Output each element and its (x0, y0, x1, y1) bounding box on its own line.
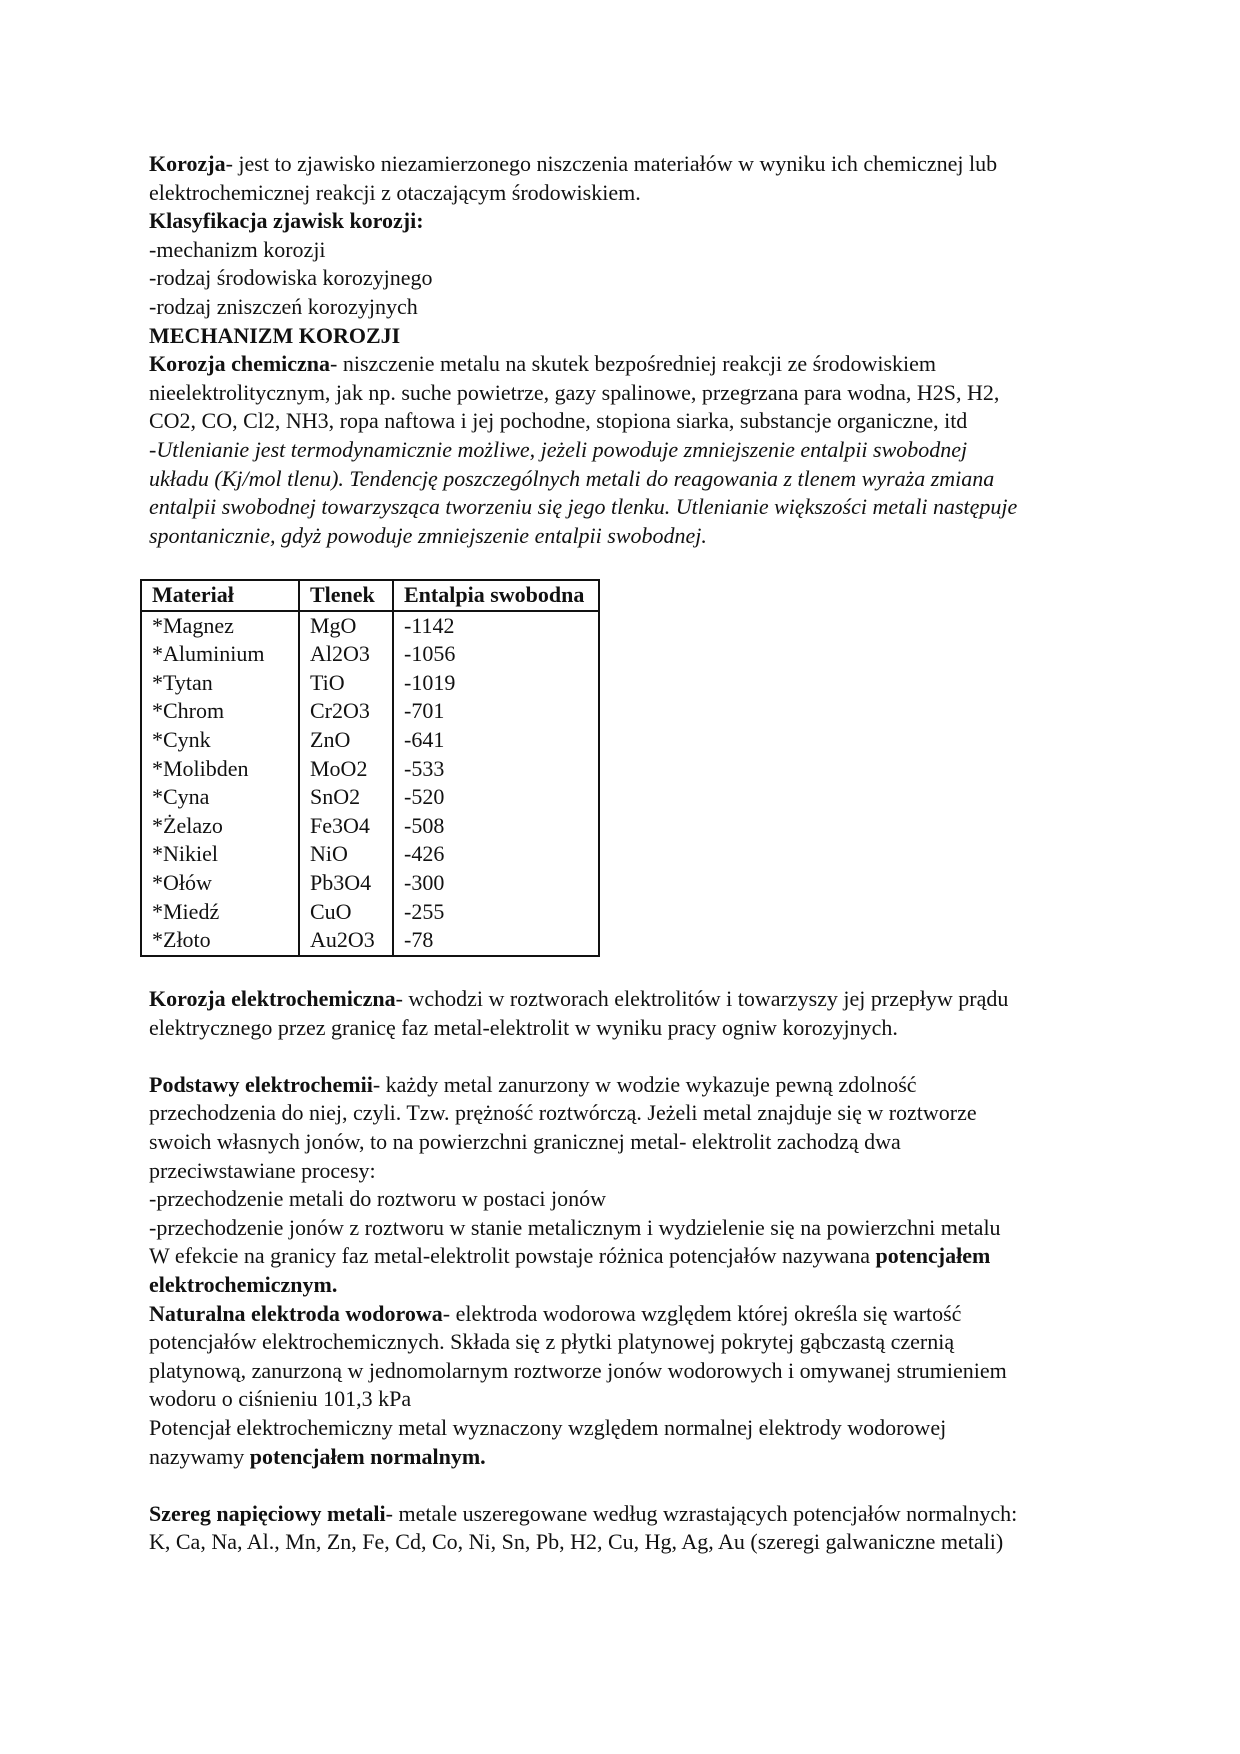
table-row (141, 640, 599, 669)
text-line (149, 1328, 1149, 1357)
text-line (149, 1271, 1149, 1300)
text-run: - elektroda wodorowa względem której określa się wartość (442, 1300, 962, 1326)
text-line (149, 1500, 1149, 1529)
text-line (149, 1300, 1149, 1329)
text-run: - wchodzi w roztworach elektrolitów i towarzyszy jej przepływ prądu (395, 986, 1009, 1011)
table-cell: SnO2 (299, 783, 393, 812)
table-cell: *Tytan (141, 669, 299, 698)
table-row (141, 869, 599, 898)
text-run: entalpii swobodnej towarzysząca tworzeniu się jego tlenku. Utlenianie większości metali następuje (149, 494, 1018, 520)
text-line (149, 379, 1149, 408)
text-run: -mechanizm korozji (149, 236, 326, 262)
text-run: układu (Kj/mol tlenu). Tendencję poszczególnych metali do reagowania z tlenem wyraża zmiana (149, 465, 995, 491)
table-row (141, 840, 599, 869)
table-cell: TiO (299, 669, 393, 698)
table-cell: *Molibden (141, 755, 299, 784)
table-cell: Fe3O4 (299, 812, 393, 841)
bold-term: Korozja elektrochemiczna (149, 986, 396, 1011)
text-run: nieelektrolitycznym, jak np. suche powietrze, gazy spalinowe, przegrzana para wodna, H2S, H2, (149, 379, 1000, 405)
text-run: - każdy metal zanurzony w wodzie wykazuje pewną zdolność (372, 1071, 917, 1097)
text-line (149, 1242, 1149, 1271)
table-cell: -508 (393, 812, 599, 841)
text-run: -przechodzenie metali do roztworu w postaci jonów (149, 1186, 606, 1212)
text-run: spontanicznie, gdyż powoduje zmniejszenie entalpii swobodnej. (149, 522, 707, 548)
table-row (141, 697, 599, 726)
table-row (141, 898, 599, 927)
table-cell: *Miedź (141, 898, 299, 927)
text-run: przechodzenia do niej, czyli. Tzw. prężność roztwórczą. Jeżeli metal znajduje się w roztworze (149, 1100, 977, 1126)
text-line (149, 985, 1149, 1014)
table-header-row (141, 580, 599, 611)
intro-text-block (149, 150, 1149, 550)
text-line (149, 1128, 1149, 1157)
text-run: platynową, zanurzoną w jednomolarnym roztworze jonów wodorowych i omywanej strumieniem (149, 1357, 1007, 1383)
text-line (149, 1414, 1149, 1443)
text-run: elektrochemicznej reakcji z otaczającym środowiskiem. (149, 179, 641, 205)
text-line (149, 407, 1149, 436)
bold-term: Naturalna elektroda wodorowa (149, 1300, 443, 1326)
text-line (149, 236, 1149, 265)
text-run: - niszczenie metalu na skutek bezpośredniej reakcji ze środowiskiem (330, 351, 937, 377)
text-line (149, 1185, 1149, 1214)
text-run: - metale uszeregowane według wzrastających potencjałów normalnych: (385, 1500, 1018, 1526)
text-line (149, 1385, 1149, 1414)
text-line (149, 436, 1149, 465)
table-row (141, 611, 599, 641)
text-run: -rodzaj zniszczeń korozyjnych (149, 293, 418, 319)
table-cell: -1056 (393, 640, 599, 669)
table-cell: NiO (299, 840, 393, 869)
text-line (149, 522, 1149, 551)
text-line (149, 350, 1149, 379)
column-header: Entalpia swobodna (393, 580, 599, 611)
text-line (149, 1157, 1149, 1186)
text-line (149, 1099, 1149, 1128)
text-line (149, 1214, 1149, 1243)
table-cell: *Nikiel (141, 840, 299, 869)
table-cell: *Cynk (141, 726, 299, 755)
table-cell: -641 (393, 726, 599, 755)
table-cell: *Żelazo (141, 812, 299, 841)
column-header: Tlenek (299, 580, 393, 611)
table-cell: Au2O3 (299, 926, 393, 956)
text-line (149, 1443, 1149, 1472)
table-cell: -520 (393, 783, 599, 812)
text-run: nazywamy (149, 1443, 250, 1469)
text-run: K, Ca, Na, Al., Mn, Zn, Fe, Cd, Co, Ni, Sn, Pb, H2, Cu, Hg, Ag, Au (szeregi galwaniczne metali) (149, 1529, 1004, 1555)
text-line (149, 1042, 1149, 1071)
table-cell: *Cyna (141, 783, 299, 812)
text-run: przeciwstawiane procesy: (149, 1157, 376, 1183)
text-run: potencjałów elektrochemicznych. Składa się z płytki platynowej pokrytej gąbczastą czernią (149, 1329, 955, 1355)
text-line (149, 1071, 1149, 1100)
text-line (149, 293, 1149, 322)
table-cell: ZnO (299, 726, 393, 755)
text-line (149, 1014, 1149, 1043)
text-line (149, 465, 1149, 494)
table-cell: *Aluminium (141, 640, 299, 669)
table-cell: *Złoto (141, 926, 299, 956)
text-run: elektrycznego przez granicę faz metal-elektrolit w wyniku pracy ogniw korozyjnych. (149, 1014, 898, 1040)
table-row (141, 783, 599, 812)
text-run: Potencjał elektrochemiczny metal wyznaczony względem normalnej elektrody wodorowej (149, 1414, 947, 1440)
text-line (149, 150, 1149, 179)
bold-term: Podstawy elektrochemii (149, 1071, 373, 1097)
table-cell: MoO2 (299, 755, 393, 784)
bold-term: Szereg napięciowy metali (149, 1500, 386, 1526)
bold-term: potencjałem normalnym. (249, 1443, 486, 1469)
text-line (149, 1528, 1149, 1557)
table-cell: Cr2O3 (299, 697, 393, 726)
text-line (149, 322, 1149, 351)
electrochemistry-text-block (149, 985, 1149, 1557)
table-cell: -533 (393, 755, 599, 784)
bold-term: MECHANIZM KOROZJI (149, 322, 401, 348)
oxide-enthalpy-table (140, 579, 600, 957)
table-cell: -78 (393, 926, 599, 956)
text-line (149, 1357, 1149, 1386)
bold-term: Klasyfikacja zjawisk korozji: (149, 208, 424, 234)
text-run: CO2, CO, Cl2, NH3, ropa naftowa i jej pochodne, stopiona siarka, substancje organiczne, itd (149, 408, 968, 434)
table-cell: Pb3O4 (299, 869, 393, 898)
table-row (141, 812, 599, 841)
table-cell: *Ołów (141, 869, 299, 898)
bold-term: potencjałem (875, 1243, 991, 1269)
text-run: swoich własnych jonów, to na powierzchni granicznej metal- elektrolit zachodzą dwa (149, 1128, 901, 1154)
text-run: -Utlenianie jest termodynamicznie możliwe, jeżeli powoduje zmniejszenie entalpii swobodnej (149, 436, 968, 462)
table-cell: -1019 (393, 669, 599, 698)
text-run: -rodzaj środowiska korozyjnego (149, 265, 433, 291)
table-cell: -701 (393, 697, 599, 726)
table-cell: Al2O3 (299, 640, 393, 669)
column-header: Materiał (141, 580, 299, 611)
table-cell: *Magnez (141, 611, 299, 641)
table-cell: -1142 (393, 611, 599, 641)
text-line (149, 179, 1149, 208)
bold-term: Korozja (149, 151, 226, 176)
table-row (141, 755, 599, 784)
table-row (141, 726, 599, 755)
table-row (141, 926, 599, 956)
text-line (149, 493, 1149, 522)
text-run: W efekcie na granicy faz metal-elektrolit powstaje różnica potencjałów nazywana (149, 1243, 876, 1269)
text-run: wodoru o ciśnieniu 101,3 kPa (149, 1386, 412, 1412)
table-cell: CuO (299, 898, 393, 927)
text-line (149, 207, 1149, 236)
table-row (141, 669, 599, 698)
text-line (149, 264, 1149, 293)
table-cell: -255 (393, 898, 599, 927)
bold-term: elektrochemicznym. (149, 1271, 338, 1297)
table-cell: MgO (299, 611, 393, 641)
table-cell: *Chrom (141, 697, 299, 726)
text-run: - jest to zjawisko niezamierzonego niszczenia materiałów w wyniku ich chemicznej lub (225, 151, 998, 176)
text-line (149, 1471, 1149, 1500)
text-run: -przechodzenie jonów z roztworu w stanie metalicznym i wydzielenie się na powierzchni metalu (149, 1214, 1001, 1240)
bold-term: Korozja chemiczna (149, 351, 331, 377)
table-cell: -426 (393, 840, 599, 869)
table-cell: -300 (393, 869, 599, 898)
